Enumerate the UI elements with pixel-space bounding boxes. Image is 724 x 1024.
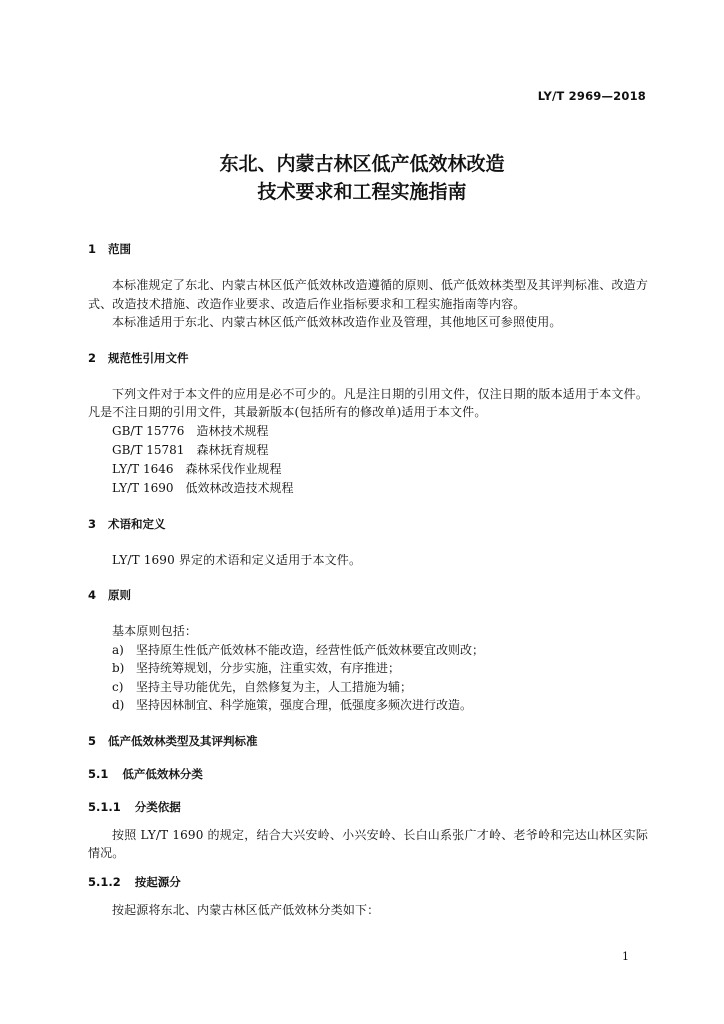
reference-name: 森林采伐作业规程 — [185, 461, 282, 476]
section-title: 低产低效林分类 — [122, 766, 203, 781]
reference-item — [88, 460, 648, 479]
section-1-paragraph-1: 本标准规定了东北、内蒙古林区低产低效林改造遵循的原则、低产低效林类型及其评判标准、改造方式、改造技术措施、改造作业要求、改造后作业指标要求和工程实施指南等内容。 — [88, 278, 648, 311]
principle-list-item — [88, 659, 648, 678]
reference-code: LY/T 1690 — [112, 480, 174, 495]
principle-list-item — [88, 641, 648, 660]
section-5-1-heading — [88, 765, 648, 783]
list-text: 坚持因林制宜、科学施策，强度合理，低强度多频次进行改造。 — [136, 698, 473, 712]
reference-code: LY/T 1646 — [112, 461, 174, 476]
section-2-paragraph-1: 下列文件对于本文件的应用是必不可少的。凡是注日期的引用文件，仅注日期的版本适用于本文件。凡是不注日期的引用文件，其最新版本(包括所有的修改单)适用于本文件。 — [88, 386, 648, 419]
principle-list-item — [88, 696, 648, 715]
section-number: 5 — [88, 733, 97, 748]
section-3-heading — [88, 515, 648, 533]
section-2-heading — [88, 349, 648, 367]
principle-list-item — [88, 678, 648, 697]
section-5-1-2-heading — [88, 873, 648, 891]
section-4-heading — [88, 586, 648, 604]
section-number: 5.1.1 — [88, 799, 121, 814]
title-line-1: 东北、内蒙古林区低产低效林改造 — [219, 153, 505, 175]
title-line-2: 技术要求和工程实施指南 — [257, 181, 467, 203]
list-marker: d) — [112, 698, 125, 712]
section-3-paragraph-1: LY/T 1690 界定的术语和定义适用于本文件。 — [112, 552, 362, 567]
section-title: 低产低效林类型及其评判标准 — [108, 733, 258, 748]
section-title: 规范性引用文件 — [108, 350, 189, 365]
list-marker: c) — [112, 679, 124, 694]
document-body — [88, 240, 648, 919]
list-text: 坚持统筹规划，分步实施，注重实效，有序推进； — [136, 661, 401, 675]
section-number: 5.1.2 — [88, 874, 121, 889]
section-title: 按起源分 — [134, 874, 181, 889]
list-text: 坚持原生性低产低效林不能改造，经营性低产低效林要宜改则改； — [136, 642, 485, 657]
section-number: 4 — [88, 588, 97, 602]
section-5-1-2-paragraph: 按起源将东北、内蒙古林区低产低效林分类如下： — [112, 902, 380, 917]
list-marker: b) — [112, 661, 125, 675]
reference-code: GB/T 15776 — [112, 423, 185, 438]
section-number: 2 — [88, 350, 97, 365]
list-text: 坚持主导功能优先，自然修复为主，人工措施为辅； — [136, 679, 413, 694]
section-5-heading — [88, 732, 648, 750]
section-title: 原则 — [108, 588, 131, 602]
section-number: 5.1 — [88, 766, 109, 781]
document-title — [0, 150, 724, 206]
section-title: 分类依据 — [134, 799, 181, 814]
reference-name: 森林抚育规程 — [196, 442, 269, 457]
reference-item — [88, 441, 648, 460]
section-title: 术语和定义 — [108, 516, 166, 531]
standard-code: LY/T 2969—2018 — [537, 89, 646, 103]
section-4-intro: 基本原则包括： — [112, 624, 198, 638]
section-number: 3 — [88, 516, 97, 531]
section-1-paragraph-2: 本标准适用于东北、内蒙古林区低产低效林改造作业及管理，其他地区可参照使用。 — [112, 315, 562, 329]
reference-item — [88, 422, 648, 441]
section-number: 1 — [88, 242, 97, 256]
list-marker: a) — [112, 642, 124, 657]
reference-item — [88, 479, 648, 498]
section-5-1-1-paragraph: 按照 LY/T 1690 的规定，结合大兴安岭、小兴安岭、长白山系张广才岭、老爷岭和完达山林区实际情况。 — [88, 827, 648, 860]
section-title: 范围 — [108, 242, 131, 256]
page-number: 1 — [622, 950, 629, 963]
reference-name: 低效林改造技术规程 — [185, 480, 294, 495]
section-1-heading — [88, 240, 648, 258]
reference-code: GB/T 15781 — [112, 442, 185, 457]
reference-name: 造林技术规程 — [196, 423, 269, 438]
section-5-1-1-heading — [88, 798, 648, 816]
